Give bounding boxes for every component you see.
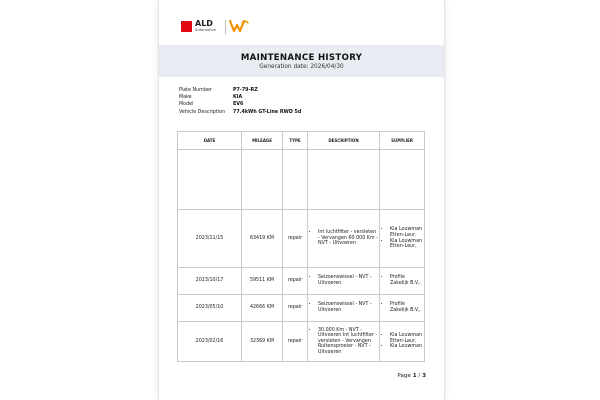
supplier-item: • Profile Zakelijk B.V., <box>390 275 423 286</box>
cell-mileage: 59511 KM <box>242 268 283 295</box>
cell-description <box>308 322 380 362</box>
description-item: • 30.000 Km - NVT - Uitvoeren Int luchtfilter - versleten - Vervangen Ruitensproeier - NVT - Uitvoeren <box>318 328 378 356</box>
table-row-empty <box>178 150 425 210</box>
col-header-supplier: SUPPLIER <box>380 132 425 150</box>
report-banner <box>159 45 444 77</box>
cell-date: 2023/05/10 <box>178 295 242 322</box>
generation-date: Generation date: 2026/04/30 <box>259 64 344 70</box>
logo-divider <box>225 20 226 34</box>
report-title: MAINTENANCE HISTORY <box>240 53 363 63</box>
vehicle-info-value: KIA <box>233 95 243 101</box>
vehicle-info-label: Plate Number <box>179 88 212 93</box>
cell-supplier <box>380 322 425 362</box>
cell-type: repair <box>283 322 308 362</box>
col-header-description: DESCRIPTION <box>308 132 380 150</box>
cell-date: 2023/02/16 <box>178 322 242 362</box>
table-cell <box>283 150 308 210</box>
table-row <box>178 210 425 268</box>
description-item: • Seizoenswissel - NVT - Uitvoeren <box>318 302 378 313</box>
leaseplan-logo-icon <box>229 18 249 34</box>
cell-type: repair <box>283 268 308 295</box>
supplier-item: • Kia Louwman Etten-Leur, <box>390 239 423 250</box>
table-cell <box>178 150 242 210</box>
ald-logo-square <box>181 21 192 32</box>
table-header-row <box>178 132 425 150</box>
cell-mileage: 42666 KM <box>242 295 283 322</box>
ald-logo-subtext: Automotive <box>195 28 216 32</box>
vehicle-info-value: EV6 <box>233 102 244 108</box>
cell-mileage: 63419 KM <box>242 210 283 268</box>
description-item: • Int luchtfilter - versleten - Vervangen 60.000 Km - NVT - Uitvoeren <box>318 230 378 247</box>
table-cell <box>380 150 425 210</box>
vehicle-info-value: P7-79-RZ <box>233 88 258 93</box>
page-prefix: Page <box>397 373 413 379</box>
cell-supplier <box>380 295 425 322</box>
maintenance-table <box>177 131 425 362</box>
supplier-item: • Kia Louwman Etten-Leur, <box>390 227 423 238</box>
cell-description <box>308 210 380 268</box>
cell-description <box>308 295 380 322</box>
description-item: • Seizoenswissel - NVT - Uitvoeren <box>318 275 378 286</box>
vehicle-info-label: Vehicle Description <box>179 109 225 115</box>
cell-supplier <box>380 210 425 268</box>
document-page <box>158 0 445 400</box>
table-row <box>178 268 425 295</box>
vehicle-info-label: Make <box>179 95 192 101</box>
cell-type: repair <box>283 295 308 322</box>
cell-date: 2023/11/15 <box>178 210 242 268</box>
vehicle-info-value: 77.4kWh GT-Line RWD 5d <box>233 109 302 115</box>
page-indicator <box>397 373 426 379</box>
supplier-item: • Kia Louwman Etten-Leur, <box>390 333 423 344</box>
table-cell <box>308 150 380 210</box>
table-row <box>178 322 425 362</box>
col-header-mileage: MILEAGE <box>242 132 283 150</box>
page-current: 1 <box>412 373 417 379</box>
supplier-item: • Kia Louwman <box>390 344 423 350</box>
cell-type: repair <box>283 210 308 268</box>
supplier-item: • Profile Zakelijk B.V., <box>390 302 423 313</box>
page-separator: / <box>416 373 423 379</box>
page-total: 3 <box>422 373 426 379</box>
col-header-type: TYPE <box>283 132 308 150</box>
cell-mileage: 32369 KM <box>242 322 283 362</box>
cell-supplier <box>380 268 425 295</box>
table-row <box>178 295 425 322</box>
table-cell <box>242 150 283 210</box>
ald-logo-text: ALD <box>195 19 213 28</box>
vehicle-info-label: Model <box>179 102 194 108</box>
col-header-date: DATE <box>178 132 242 150</box>
cell-date: 2023/10/17 <box>178 268 242 295</box>
cell-description <box>308 268 380 295</box>
